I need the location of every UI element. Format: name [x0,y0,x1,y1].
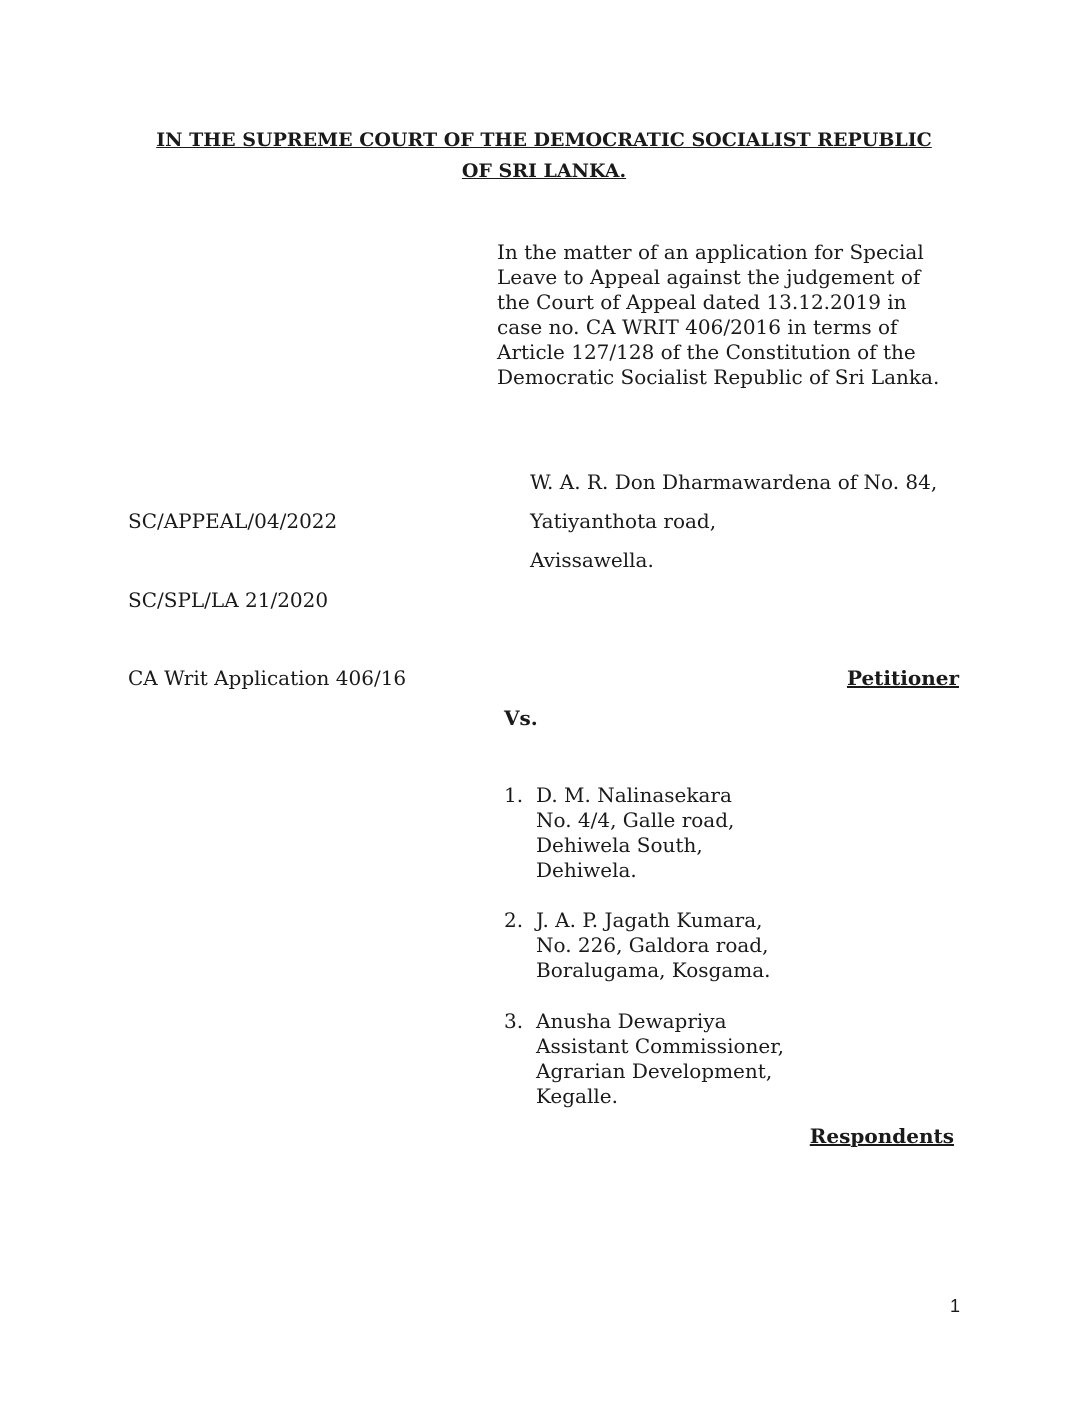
versus-label: Vs. [504,706,538,730]
respondent-3 [504,1009,784,1109]
petitioner-label: Petitioner [846,666,959,690]
respondent-1 [504,783,734,883]
respondent-name: D. M. Nalinasekara [536,783,732,807]
case-number-appeal: SC/APPEAL/04/2022 [128,509,338,533]
matter-line: the Court of Appeal dated 13.12.2019 in [497,290,907,314]
matter-paragraph [497,240,967,390]
petitioner-address-line: Yatiyanthota road, [530,509,717,533]
respondent-address-line: Boralugama, Kosgama. [536,958,771,982]
respondent-2 [504,908,771,983]
respondent-number: 1. [504,783,524,807]
matter-line: Article 127/128 of the Constitution of the [497,340,916,364]
respondent-address-line: No. 4/4, Galle road, [536,808,735,832]
respondent-number: 3. [504,1009,524,1033]
matter-line: In the matter of an application for Special [497,240,924,264]
title-line-1: IN THE SUPREME COURT OF THE DEMOCRATIC SOCIALIST REPUBLIC [156,129,932,151]
respondent-address-line: Assistant Commissioner, [536,1034,784,1058]
respondent-number: 2. [504,908,524,932]
respondent-address-line: Dehiwela South, [536,833,703,857]
respondent-address-line: Agrarian Development, [536,1059,773,1083]
respondents-label: Respondents [809,1124,954,1148]
respondent-name: J. A. P. Jagath Kumara, [536,908,763,932]
petitioner-address-line: W. A. R. Don Dharmawardena of No. 84, [530,470,938,494]
matter-line: Democratic Socialist Republic of Sri Lanka. [497,365,940,389]
respondent-address-line: Kegalle. [536,1084,618,1108]
title-line-2: OF SRI LANKA. [461,160,627,182]
case-number-spl-la: SC/SPL/LA 21/2020 [128,588,329,612]
respondent-address-line: Dehiwela. [536,858,637,882]
page-number: 1 [949,1296,960,1316]
respondent-name: Anusha Dewapriya [536,1009,727,1033]
case-number-ca-writ: CA Writ Application 406/16 [128,666,407,690]
respondent-address-line: No. 226, Galdora road, [536,933,769,957]
petitioner-address-line: Avissawella. [530,548,654,572]
matter-line: Leave to Appeal against the judgement of [497,265,921,289]
matter-line: case no. CA WRIT 406/2016 in terms of [497,315,898,339]
